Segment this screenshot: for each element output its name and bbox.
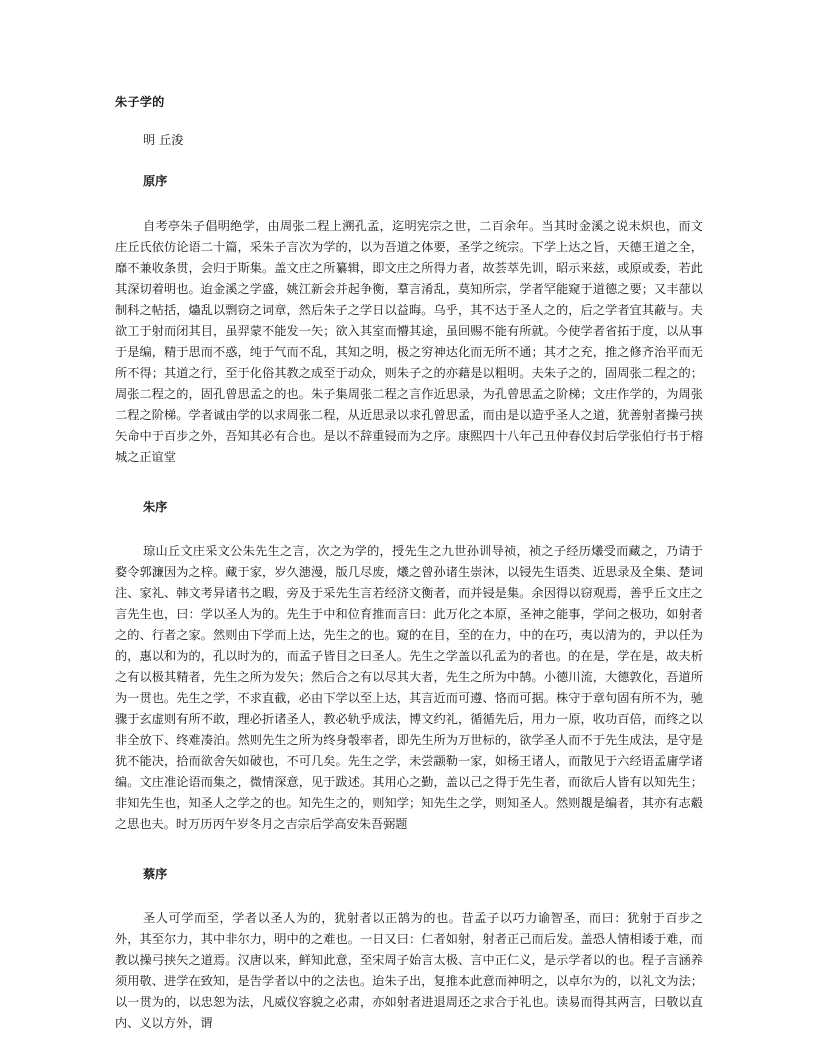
section-heading-caixu: 蔡序 bbox=[143, 866, 168, 881]
paragraph-yuanxu-body: 自考亭朱子倡明绝学，由周张二程上溯孔孟，迄明宪宗之世，二百余年。当其时金溪之说未炽也，而文庄丘氏依仿论语二十篇，采朱子言次为学的，以为吾道之体要，圣学之统宗。下学上达之旨，天德王道之全，靡不兼收条贯，会归于斯集。盖文庄之所纂辑，即文庄之所得力者，故荟萃先训，昭示来兹，或原或委，若此其深切着明也。迨金溪之学盛，姚江新会并起争衡，羣言淆乱，莫知所宗，学者罕能窥于道德之要；又丰蔀以制科之帖括，爞乱以剽窃之词章，然后朱子之学日以益晦。乌乎，其不达于圣人之的，后之学者宜其蔽与。夫欲工于射而闭其目，虽羿蒙不能发一矢；欲入其室而懵其途，虽回赐不能有所就。今使学者省拓于度，以从事于是编，精于思而不惑，纯于气而不乱，其知之明，极之穷神达化而无所不通；其才之充，推之修齐治平而无所不得；其道之行，至于化俗其教之成至于动众，则朱子之的亦藉是以粗明。夫朱子之的，固周张二程之的；周张二程之的，固孔曾思孟之的也。朱子集周张二程之言作近思录，为孔曾思孟之阶梯；文庄作学的，为周张二程之阶梯。学者诚由学的以求周张二程，从近思录以求孔曾思孟，而由是以造乎圣人之道，犹善射者操弓挟矢命中于百步之外，吾知其必有合也。是以不辞重锓而为之序。康熙四十八年己丑仲春仪封后学张伯行书于榕城之正谊堂 bbox=[115, 218, 703, 464]
section-heading-zhuxu: 朱序 bbox=[143, 499, 168, 514]
author-line: 明 丘浚 bbox=[143, 133, 184, 148]
section-heading-yuanxu: 原序 bbox=[143, 174, 168, 189]
page-title: 朱子学的 bbox=[115, 95, 165, 109]
paragraph-caixu-body: 圣人可学而至，学者以圣人为的，犹射者以正鹄为的也。昔孟子以巧力谕智圣，而曰：犹射于百步之外，其至尔力，其中非尔力，明中的之难也。一日又曰：仁者如射，射者正己而后发。盖恐人情相诿于难，而教以操弓挟矢之道焉。汉唐以来，鲜知此意，至宋周子始言太极、言中正仁义，是示学者以的也。程子言涵养须用敬、进学在致知，是告学者以中的之法也。迨朱子出，复推本此意而神明之，以卓尔为的，以礼文为法；以一贯为的，以忠恕为法，凡威仪容貌之必肃，亦如射者进退周还之求合于礼也。读易而得其两言，曰敬以直内、义以方外，谓 bbox=[115, 911, 703, 1031]
paragraph-zhuxu-body: 琼山丘文庄采文公朱先生之言，次之为学的，授先生之九世孙训导祯，祯之子经历爔受而藏之，乃请于婺令郭濂因为之梓。藏于家，岁久漶漫，版几尽废，爔之曾孙诸生崇沐，以锓先生语类、近思录及全集、楚词注、家礼、韩文考异诸书之暇，旁及于采先生言若经济文衡者，而并锓是集。余因得以窃观焉，善乎丘文庄之言先生也，曰：学以圣人为的。先生于中和位育推而言曰：此万化之本原，圣神之能事，学问之极功，如射者之的、行者之家。然则由下学而上达，先生之的也。窥的在目，至的在力，中的在巧，夷以清为的，尹以任为的，惠以和为的，孔以时为的，而孟子皆目之曰圣人。先生之学盖以孔孟为的者也。的在是，学在是，故夫析之有以极其精者，先生之所为发矢；然后合之有以尽其大者，先生之所为中鹄。小德川流，大德敦化，吾道所为一贯也。先生之学，不求直截，必由下学以至上达，其言近而可遵、恪而可据。株守于章句固有所不为，驰骤于玄虚则有所不敢，理必折诸圣人，教必轨乎成法，博文约礼，循循先后，用力一原，收功百倍，而终之以非全放下、终难凑泊。然则先生之所为终身彀率者，即先生所为万世标的，欲学圣人而不于先生成法，是守是犹不能决，拾而欲舍矢如破也，不可几矣。先生之学，未尝颛勒一家，如杨王诸人，而散见于六经语孟庸学诸编。文庄准论语而集之，微情深意，见于跋述。其用心之勤，盖以己之得于先生者，而欲后人皆有以知先生；非知先生也，知圣人之学之的也。知先生之的，则知学；知先生之学，则知圣人。然则覩是编者，其亦有志觳之思也夫。时万历丙午岁冬月之吉宗后学高安朱吾弼题 bbox=[115, 543, 703, 831]
